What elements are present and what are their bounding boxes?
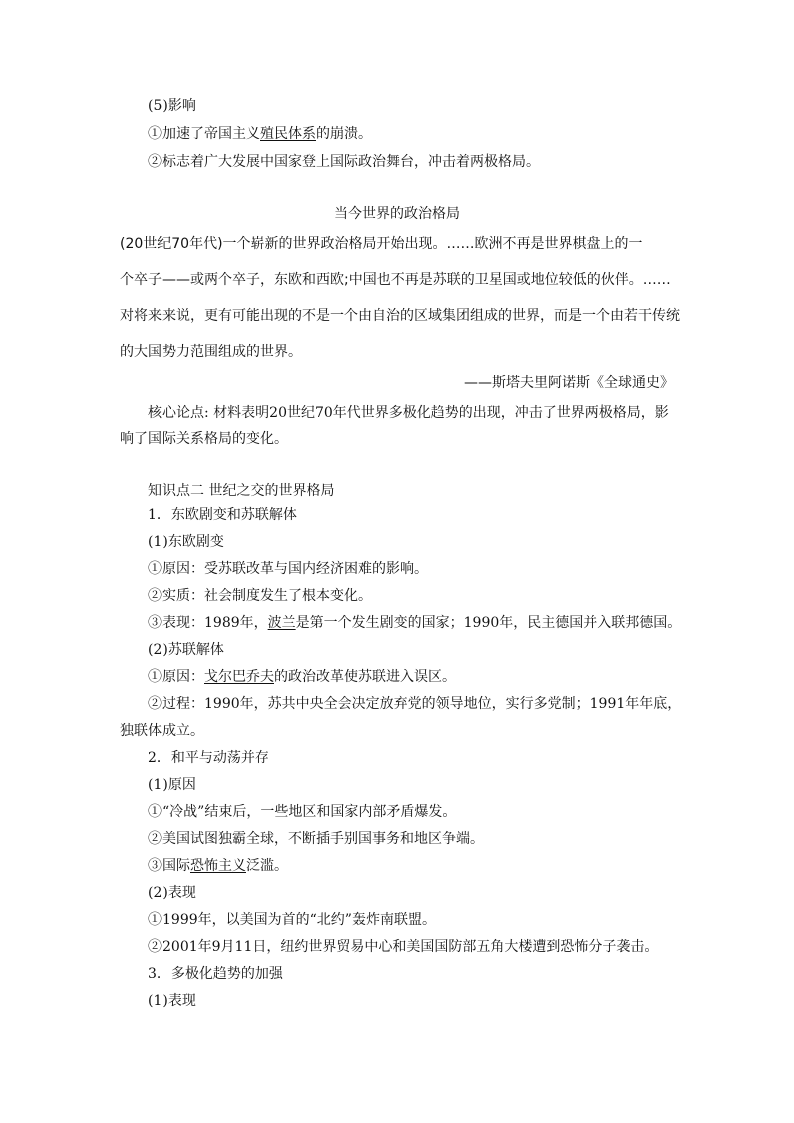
core-argument-line-2: 响了国际关系格局的变化。 <box>120 431 288 447</box>
cause-item-2: ②美国试图独霸全球，不断插手别国事务和地区争端。 <box>148 831 484 847</box>
heading-2: 2．和平与动荡并存 <box>148 750 269 766</box>
ussr-process-line-2: 独联体成立。 <box>120 723 204 739</box>
underlined-term: 戈尔巴乔夫 <box>204 669 274 685</box>
section-5-title: (5)影响 <box>148 98 196 114</box>
sub-heading-cause: (1)原因 <box>148 777 196 793</box>
section-5-item-2: ②标志着广大发展中国家登上国际政治舞台，冲击着两极格局。 <box>148 154 540 170</box>
section-5-item-1 <box>148 125 372 143</box>
underlined-term: 恐怖主义 <box>190 858 246 874</box>
material-title: 当今世界的政治格局 <box>334 206 460 222</box>
manifestation-item-2: ②2001年9月11日，纽约世界贸易中心和美国国防部五角大楼遭到恐怖分子袭击。 <box>148 939 659 955</box>
core-argument-line-1: 核心论点: 材料表明20世纪70年代世界多极化趋势的出现，冲击了世界两极格局，影 <box>148 405 669 421</box>
material-source: ——斯塔夫里阿诺斯《全球通史》 <box>464 375 674 391</box>
text: 的政治改革使苏联进入误区。 <box>274 669 456 685</box>
heading-3: 3．多极化趋势的加强 <box>148 966 283 982</box>
sub-heading-ussr: (2)苏联解体 <box>148 642 224 658</box>
east-europe-essence: ②实质：社会制度发生了根本变化。 <box>148 588 372 604</box>
sub-heading-east-europe: (1)东欧剧变 <box>148 534 224 550</box>
sub-heading-manifestation: (2)表现 <box>148 885 196 901</box>
text: 的崩溃。 <box>316 126 372 142</box>
underlined-term: 殖民体系 <box>260 126 316 142</box>
knowledge-point-2-title: 知识点二 世纪之交的世界格局 <box>148 483 335 499</box>
cause-item-3 <box>148 857 288 875</box>
east-europe-manifestation <box>148 614 681 632</box>
text: ①加速了帝国主义 <box>148 126 260 142</box>
material-line-1: (20世纪70年代)一个崭新的世界政治格局开始出现。……欧洲不再是世界棋盘上的一 <box>120 236 643 252</box>
text: ①原因： <box>148 669 204 685</box>
manifestation-item-1: ①1999年，以美国为首的“北约”轰炸南联盟。 <box>148 912 436 928</box>
sub-heading-manifestation-2: (1)表现 <box>148 993 196 1009</box>
material-line-3: 对将来来说，更有可能出现的不是一个由自治的区域集团组成的世界，而是一个由若干传统 <box>120 308 680 324</box>
text: ③国际 <box>148 858 190 874</box>
text: 泛滥。 <box>246 858 288 874</box>
material-line-2: 个卒子——或两个卒子，东欧和西欧;中国也不再是苏联的卫星国或地位较低的伙伴。…… <box>120 272 671 288</box>
ussr-process-line-1: ②过程：1990年，苏共中央全会决定放弃党的领导地位，实行多党制；1991年年底， <box>148 696 682 712</box>
ussr-cause <box>148 668 456 686</box>
cause-item-1: ①“冷战”结束后，一些地区和国家内部矛盾爆发。 <box>148 804 457 820</box>
text: 是第一个发生剧变的国家；1990年，民主德国并入联邦德国。 <box>295 615 682 631</box>
text: ③表现：1989年， <box>148 615 268 631</box>
heading-1: 1．东欧剧变和苏联解体 <box>148 507 297 523</box>
east-europe-cause: ①原因：受苏联改革与国内经济困难的影响。 <box>148 561 428 577</box>
underlined-term: 波兰 <box>267 615 296 631</box>
material-line-4: 的大国势力范围组成的世界。 <box>120 344 302 360</box>
